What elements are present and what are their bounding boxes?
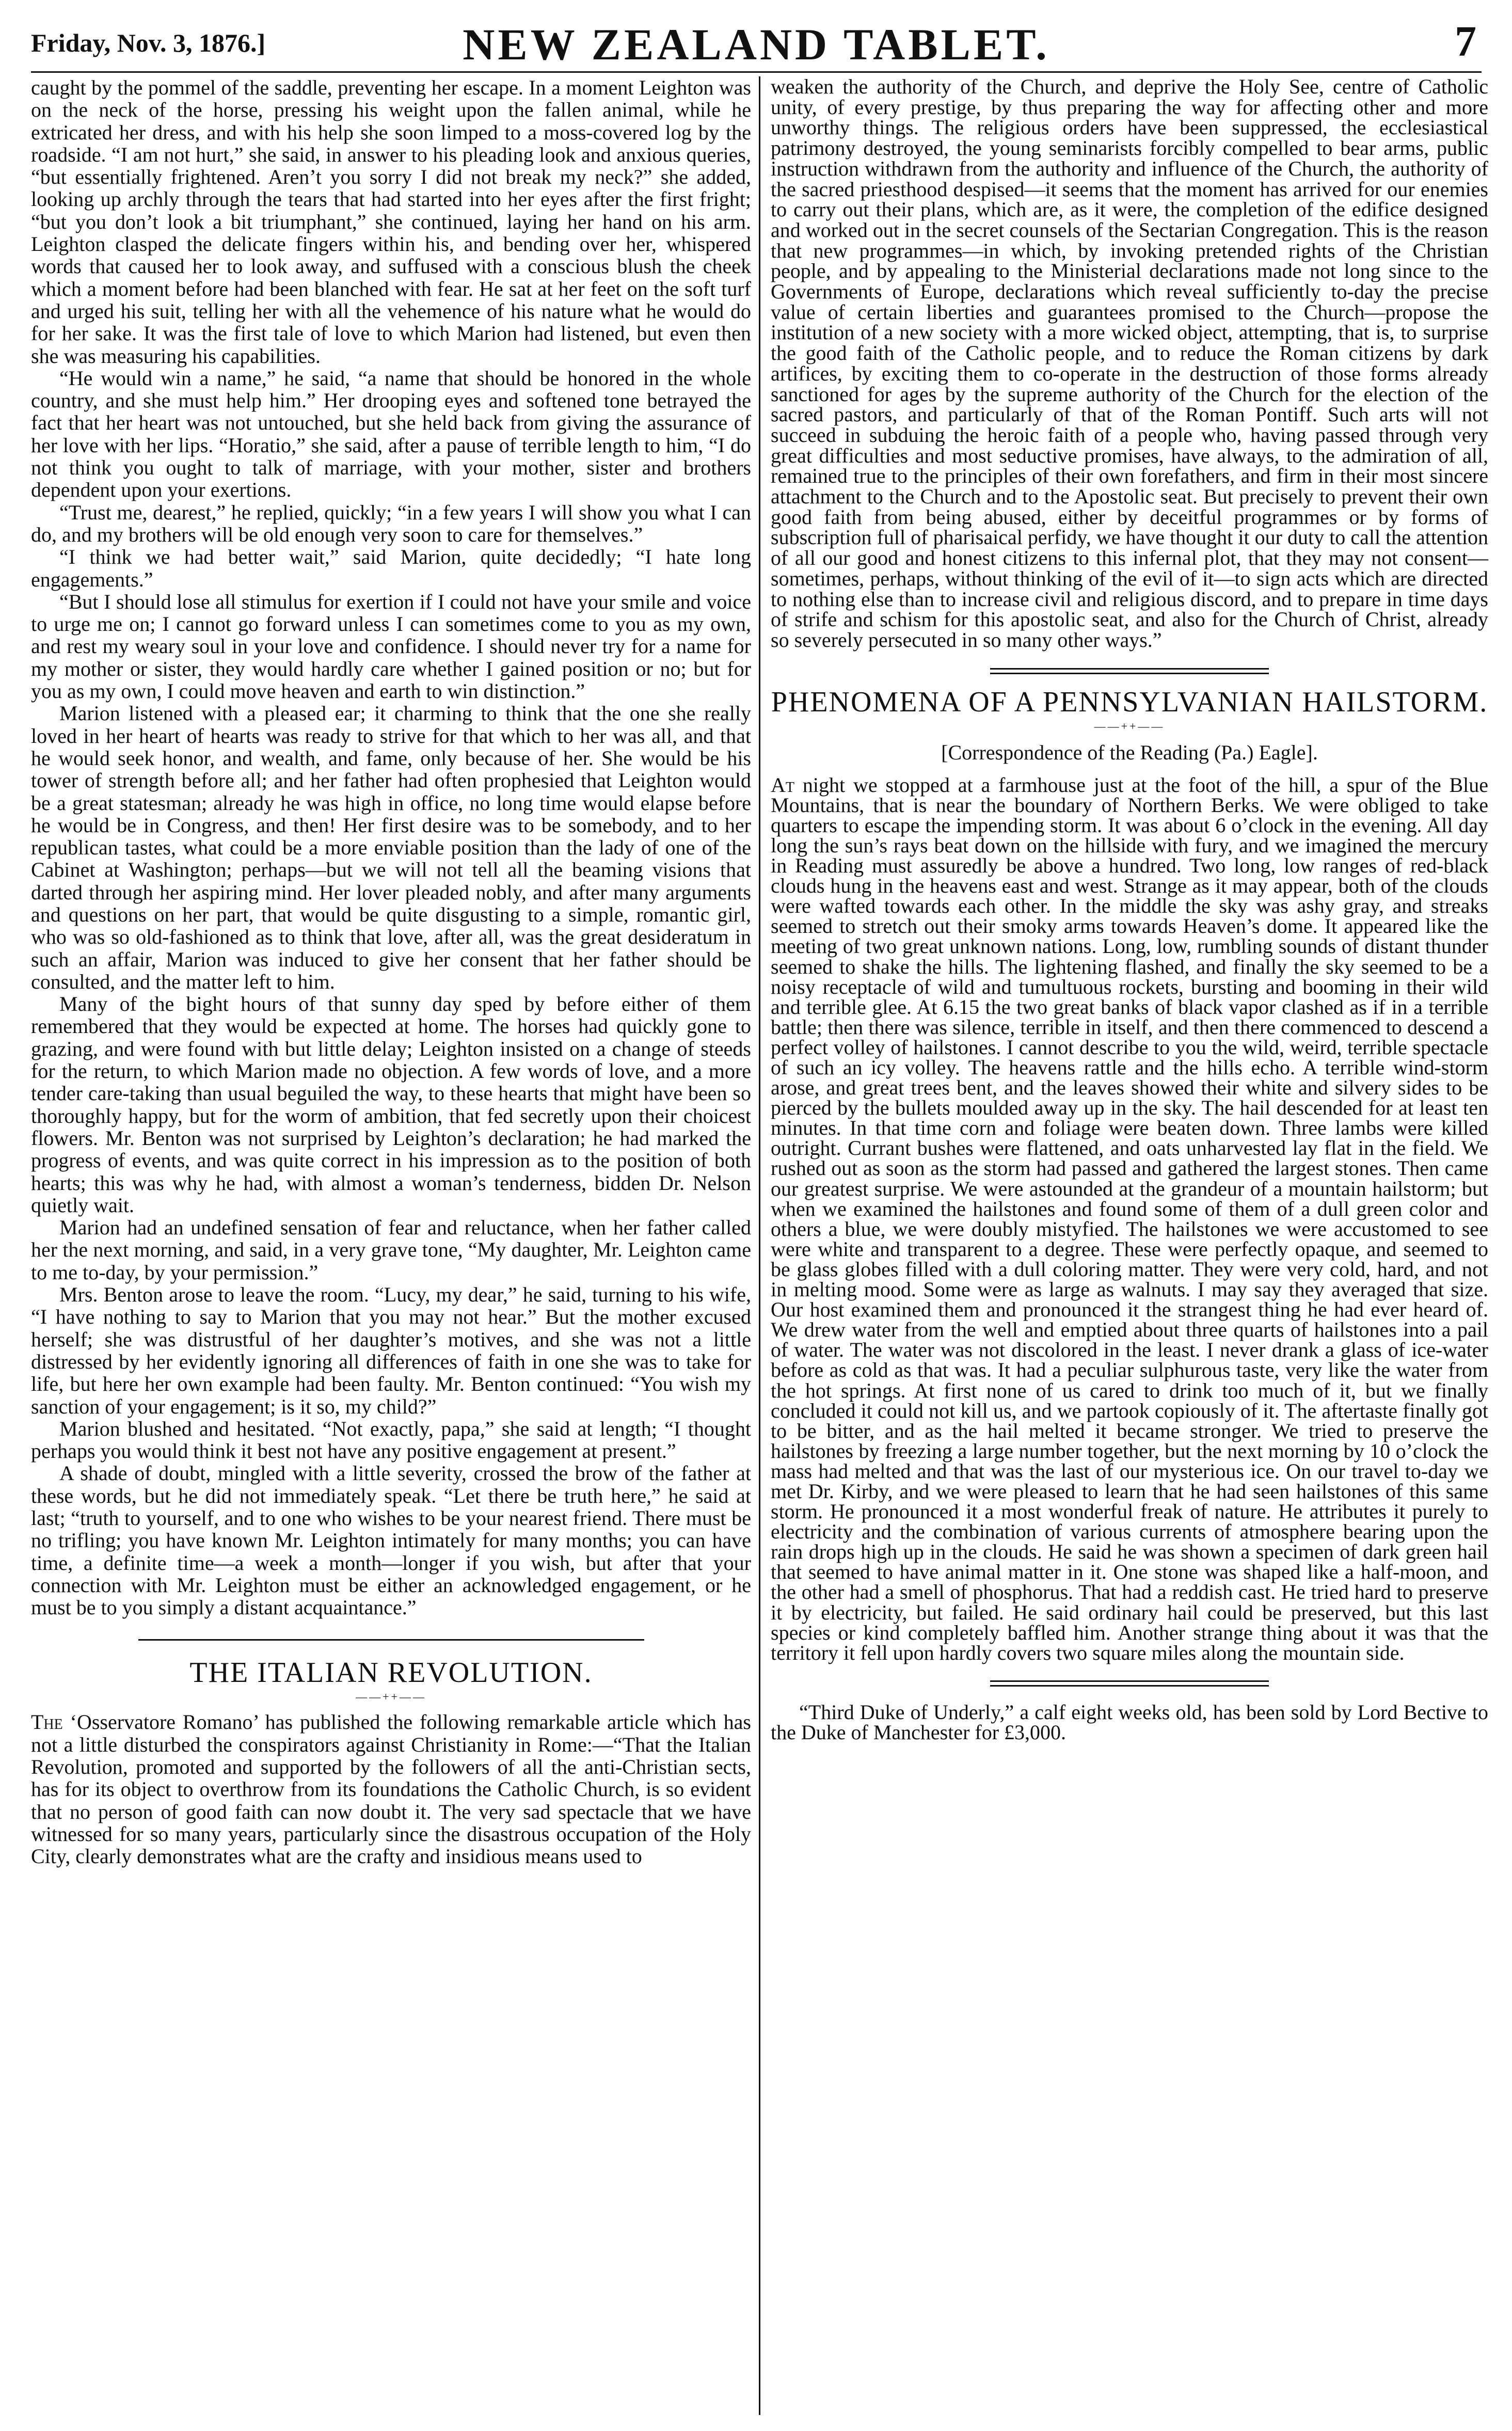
italian-continuation — [771, 76, 1488, 650]
right-column — [771, 76, 1488, 1742]
story-paragraph: Many of the bight hours of that sunny day sped by before either of them remembered that they would be expected at home. The horses had quickly gone to grazing, and were found with but little delay; Leighton insisted on a change of steeds for the return, to which Marion made no objection. A few words of love, and a more tender care-taking than usual beguiled the way, to these hearts that might have been so thoroughly happy, but for the worm of ambition, that fed secretly upon their choicest flowers. Mr. Benton was not surprised by Leighton’s declaration; he had marked the progress of events, and was quite correct in his impression as to the position of both hearts; this was why he had, with almost a woman’s tenderness, bidden Dr. Nelson quietly wait. — [31, 992, 751, 1217]
italian-body: ‘Osservatore Romano’ has published the following remarkable article which has not a little disturbed the conspirators against Christianity in Rome:—“That the Italian Revolution, promoted and supported by the followers of all the anti-Christian sects, has for its object to overthrow from its foundations the Catholic Church, is so evident that no person of good faith can now doubt it. The very sad spectacle that we have witnessed for so many years, particularly since the disastrous occupation of the Holy City, clearly demonstrates what are the crafty and insidious means used to — [31, 1710, 752, 1868]
italian-article — [31, 1711, 751, 1867]
story-paragraph: caught by the pommel of the saddle, preventing her escape. In a moment Leighton was on the neck of the horse, pressing his weight upon the fallen animal, while he extricated her dress, and with his help she soon limped to a moss-covered log by the roadside. “I am not hurt,” she said, in answer to his pleading look and anxious queries, “but essentially frightened. Aren’t you sorry I did not break my neck?” she added, looking up archly through the tears that had started into her eyes after the first fright; “but you don’t look a bit triumphant,” she continued, laying her hand on his arm. Leighton clasped the delicate fingers within his, and bending over her, whispered words that caused her to look away, and suffused with a conscious blush the cheek which a moment before had been blanched with fear. He sat at her feet on the soft turf and urged his suit, telling her with all the vehemence of his nature what he would do for her sake. It was the first tale of love to which Marion had listened, but even then she was measuring his capabilities. — [31, 76, 751, 368]
story-paragraph: “I think we had better wait,” said Marion, quite decidedly; “I hate long engagements.” — [31, 545, 751, 591]
heading-ornament: ——++—— — [1094, 719, 1165, 733]
hail-lead-word: At — [771, 773, 794, 797]
section-double-rule — [990, 1680, 1269, 1687]
page-number: 7 — [1455, 18, 1476, 66]
story-paragraph: “He would win a name,” he said, “a name that should be honored in the whole country, and she must help him.” Her drooping eyes and softened tone betrayed the fact that her heart was not untouched, but she held back from giving the assurance of her love with her lips. “Horatio,” she said, after a pause of terrible length to him, “I do not think you ought to talk of marriage, with your mother, sister and brothers dependent upon your exertions. — [31, 366, 751, 502]
story-paragraph: A shade of doubt, mingled with a little severity, crossed the brow of the father at these words, but he did not immediately speak. “Let there be truth here,” he said at last; “truth to yourself, and to one who wishes to be your nearest friend. There must be no trifling; you have known Mr. Leighton intimately for many months; you can have time, a definite time—a week a month—longer if you wish, but after that your connection with Mr. Leighton must be either an acknowledged engagement, or he must be to you simply a distant acquaintance.” — [31, 1461, 751, 1619]
story-paragraph: Marion blushed and hesitated. “Not exactly, papa,” she said at length; “I thought perhaps you would think it best not have any positive engagement at present.” — [31, 1417, 751, 1463]
story-article — [31, 76, 751, 1618]
issue-date: Friday, Nov. 3, 1876.] — [31, 28, 266, 57]
short-note-text: “Third Duke of Underly,” a calf eight weeks old, has been sold by Lord Bective to the Duke of Manchester for £3,000. — [771, 1700, 1488, 1744]
newspaper-title: NEW ZEALAND TABLET. — [463, 20, 1050, 69]
italian-heading: THE ITALIAN REVOLUTION. — [189, 1657, 593, 1689]
story-paragraph: Marion listened with a pleased ear; it charming to think that the one she really loved in her heart of hearts was ready to strive for that which to her was all, and that he would seek honor, and wealth, and fame, only because of her. She would be his tower of strength before all; and her father had often prophesied that Leighton would be a great statesman; already he was high in office, no long time would elapse before he would be in Congress, and then! Her first desire was to be somebody, and to her republican tastes, what could be a more enviable position than the lady of one of the Cabinet at Washington; perhaps—but we will not tell all the beaming visions that darted through her aspiring mind. Her lover pleaded nobly, and after many arguments and questions on her part, that would be quite disgusting to a simple, romantic girl, who was so old-fashioned as to think that love, after all, was the great desideratum in such an affair, Marion was induced to give her consent that her father should be consulted, and the matter left to him. — [31, 702, 751, 993]
masthead — [31, 12, 1482, 69]
column-divider — [759, 76, 760, 2415]
story-paragraph: “But I should lose all stimulus for exertion if I could not have your smile and voice to urge me on; I cannot go forward unless I can sometimes come to you as my own, and rest my weary soul in your love and confidence. I should never try for a name for my mother or sister, they would hardly care whether I gained position or no; but for you as my own, I could move heaven and earth to win distinction.” — [31, 590, 751, 703]
short-note — [771, 1702, 1488, 1742]
section-double-rule — [990, 668, 1269, 674]
masthead-rule — [31, 71, 1482, 73]
hail-article — [771, 775, 1488, 1663]
story-paragraph: “Trust me, dearest,” he replied, quickly; “in a few years I will show you what I can do, and my brothers will be old enough very soon to care for themselves.” — [31, 500, 751, 546]
heading-ornament: ——++—— — [356, 1690, 426, 1704]
story-paragraph: Mrs. Benton arose to leave the room. “Lucy, my dear,” he said, turning to his wife, “I have nothing to say to Marion that you may not hear.” But the mother excused herself; she was distrustful of her daughter’s motives, and she was not a little distressed by her evidently ignoring all differences of faith in one she was to take for life, but here her own example had been faulty. Mr. Benton continued: “You wish my sanction of your engagement; is it so, my child?” — [31, 1283, 751, 1418]
story-paragraph: Marion had an undefined sensation of fear and reluctance, when her father called her the next morning, and said, in a very grave tone, “My daughter, Mr. Leighton came to me to-day, by your permission.” — [31, 1216, 751, 1284]
italian-continuation-text: weaken the authority of the Church, and deprive the Holy See, centre of Catholic unity, of every prestige, by thus preparing the way for affecting other and more unworthy things. The religious orders have been suppressed, the ecclesiastical patrimony destroyed, the young seminarists forcibly compelled to bear arms, public instruction withdrawn from the authority and influence of the Church, the authority of the sacred priesthood despised—it seems that the moment has arrived for our enemies to carry out their plans, which are, as it were, the completion of the edifice designed and worked out in the secret counsels of the Sectarian Congregation. This is the reason that new programmes—in which, by invoking pretended rights of the Christian people, and by appealing to the Ministerial declarations made not long since to the Governments of Europe, declarations which reveal sufficiently to-day the precise value of certain liberties and guarantees promised to the Church—propose the institution of a new society with a more wicked object, attempting, that is, to surprise the good faith of the Catholic people, and to reduce the Roman citizens by dark artifices, by exciting them to co-operate in the destruction of those forms already sanctioned for ages by the supreme authority of the Church for the election of the sacred pastors, and particularly of that of the Roman Pontiff. Such arts will not succeed in subduing the heroic faith of a people who, having passed through very great difficulties and most seductive promises, have always, to the admiration of all, remained true to the principles of their own forefathers, and firm in their most sincere attachment to the Church and to the Apostolic seat. But precisely to prevent their own good faith from being abused, either by deceitful programmes or by forms of subscription full of pharisaical perfidy, we have thought it our duty to call the attention of all our good and honest citizens to this infernal plot, that they may not consent—sometimes, perhaps, without thinking of the evil of it—to sign acts which are directed to nothing else than to increase civil and religious discord, and to prepare in time days of strife and schism for this apostolic seat, and also for the Church of Christ, already so severely persecuted in so many other ways.” — [771, 75, 1488, 652]
hail-heading: PHENOMENA OF A PENNSYLVANIAN HAILSTORM. — [771, 686, 1488, 718]
italian-lead-word: The — [31, 1710, 63, 1734]
left-column — [31, 76, 751, 1868]
hail-subheading: [Correspondence of the Reading (Pa.) Eagle]. — [941, 740, 1318, 764]
hail-body: night we stopped at a farmhouse just at the foot of the hill, a spur of the Blue Mountains, that is near the boundary of Northern Berks. We were obliged to take quarters to escape the impending storm. It was about 6 o’clock in the evening. All day long the sun’s rays beat down on the hillside with fury, and we imagined the mercury in Reading must assuredly be above a hundred. Two long, low ranges of red-black clouds hung in the heavens east and west. Strange as it may appear, both of the clouds were wafted towards each other. In the middle the sky was ashy gray, and streaks seemed to stretch out their smoky arms towards Heaven’s dome. It appeared like the meeting of two great unknown nations. Long, low, rumbling sounds of distant thunder seemed to shake the hills. The lightening flashed, and finally the sky seemed to be a noisy receptacle of wild and tumultuous rockets, bursting and booming in their wild and terrible glee. At 6.15 the two great banks of black vapor clashed as if in a terrible battle; then there was silence, terrible in itself, and then there commenced to descend a perfect volley of hailstones. I cannot describe to you the wild, weird, terrible spectacle of such an icy volley. The heavens rattle and the hills echo. A terrible wind-storm arose, and great trees bent, and the leaves showed their white and silvery sides to be pierced by the bullets moulded away up in the sky. The hail descended for at least ten minutes. In that time corn and foliage were beaten down. Three lambs were killed outright. Currant bushes were flattened, and oats unharvested lay flat in the field. We rushed out as soon as the storm had passed and gathered the largest stones. Then came our greatest surprise. We were astounded at the grandeur of a mountain hailstorm; but when we examined the hailstones and found some of them of a dull green color and others a blue, we were doubly mistyfied. The hailstones we were accustomed to see were white and transparent to a degree. These were perfectly opaque, and seemed to be glass globes filled with a dull coloring matter. They were very cold, hard, and not in melting mood. Some were as large as walnuts. I may say they averaged that size. Our host examined them and pronounced it the strangest thing he had ever heard of. We drew water from the well and emptied about three quarts of hailstones into a pail of water. The water was not discolored in the least. I never drank a glass of ice-water before as cold as that was. It had a peculiar sulphurous taste, very like the water from the hot springs. At first none of us cared to drink too much of it, but we finally concluded it could not kill us, and we partook copiously of it. The aftertaste finally got to be bitter, and as the hail melted it became stronger. We tried to preserve the hailstones by freezing a large number together, but the next morning by 10 o’clock the mass had melted and that was the last of our mysterious ice. On our travel to-day we met Dr. Kirby, and we were pleased to learn that he had seen hailstones of this same storm. He pronounced it a most wonderful freak of nature. He attributes it purely to electricity and the combination of various currents of atmosphere bearing upon the rain drops high up in the clouds. He said he was shown a specimen of dark green hail that seemed to have animal matter in it. One stone was shaped like a half-moon, and the other had a smell of phosphorus. That had a reddish cast. He tried hard to preserve it by electricity, but failed. He said ordinary hail could be preserved, but this last species or kind completely baffled him. Another strange thing about it was that the territory it fell upon hardly covers two square miles along the mountain side. — [771, 773, 1488, 1664]
